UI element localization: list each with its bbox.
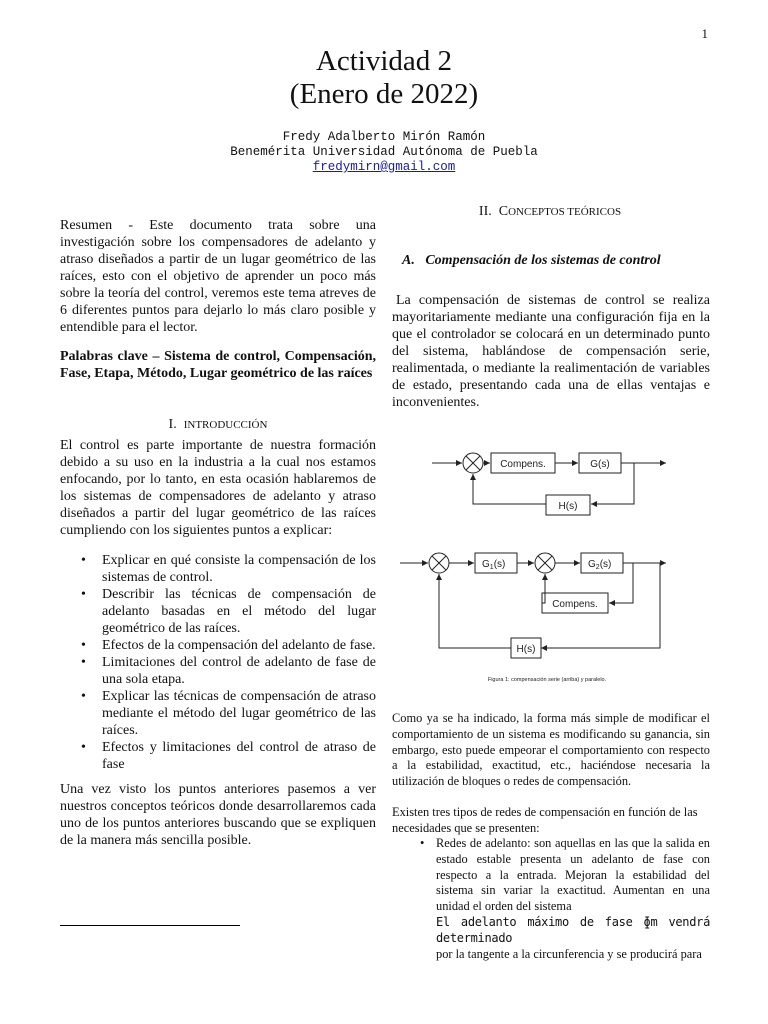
g-label: G(s) [590,459,610,470]
list-item: • Explicar en qué consiste la compensación de los sistemas de control. [60,552,376,586]
paper-title [0,45,768,111]
subsection-a-letter: A. [402,253,415,268]
lead-network-description: Redes de adelanto: son aquellas en las que la salida en estado estable presenta un adelanto de fase con respecto a la entrada. Mejoran la estabilidad del sistema sin variar la exactitud. Aumentan en una unidad el orden del sistema [436,836,710,914]
author-affiliation: Benemérita Universidad Autónoma de Puebla [230,145,538,159]
section-2-title-cap: C [498,204,509,219]
list-item: • Efectos y limitaciones del control de atraso de fase [60,739,376,773]
compens-label: Compens. [552,599,598,610]
g1-label: $G_1(s)$ [482,559,506,571]
author-name: Fredy Adalberto Mirón Ramón [282,130,486,144]
list-item: • Efectos de la compensación del adelanto de fase. [60,637,376,654]
g2-label: $G_2(s)$ [588,559,612,571]
h-label: H(s) [558,501,578,512]
keywords: Palabras clave – Sistema de control, Compensación, Fase, Etapa, Método, Lugar geométrico de las raíces [60,349,376,381]
parallel-compensation-diagram [400,553,666,658]
h-label: H(s) [516,644,536,655]
author-email-link[interactable]: fredymirn@gmail.com [312,160,456,174]
series-compensation-diagram [432,453,666,515]
section-1-title: INTRODUCCIÓN [183,419,268,431]
figure-caption: Figura 1: compensación serie (arriba) y paralelo. [487,677,607,683]
section-1-heading [60,416,376,434]
compens-label: Compens. [500,459,546,470]
lead-tangent-line: por la tangente a la circunferencia y se producirá para [436,946,702,961]
compensation-paragraph: La compensación de sistemas de control se realiza mayoritariamente mediante una configuración fija en la que el controlador se colocará en un determinado punto del sistema, hablándose de compensación serie, realimentada, o mediante la realimentación de variables de estado, presentando cada una de ellas ventajas e inconvenientes. [392,293,710,410]
subsection-a-heading [402,252,712,269]
abstract: Resumen - Este documento trata sobre una investigación sobre los compensadores de adelanto y atraso diseñados a partir de un lugar geométrico de las raíces, esto con el objetivo de aprender un poco más sobre la teoría del control, veremos este tema atreves de 6 diferentes puntos para dejarlo lo más claro posible y entendible para el lector. [60,218,376,335]
intro-paragraph: El control es parte importante de nuestra formación debido a su uso en la industria a la cual nos estamos enfocando, por lo tanto, en esta ocasión hablaremos de los sistemas de compensadores de adelanto y atraso diseñados a partir del lugar geométrico de las raíces cumpliendo con los siguientes puntos a explicar: [60,438,376,538]
block-diagram-figure [392,440,712,690]
section-2-heading [392,203,708,221]
footnote-divider [60,925,240,926]
intro-closing: Una vez visto los puntos anteriores pasemos a ver nuestros conceptos teóricos donde desarrollaremos cada uno de los puntos anteriores buscando que se expliquen de la manera más sencilla posible. [60,782,376,848]
list-item: • Explicar las técnicas de compensación de atraso mediante el método del lugar geométrico de las raíces. [60,688,376,739]
list-item [392,836,710,962]
section-1-number: I. [168,417,177,432]
gain-paragraph: Como ya se ha indicado, la forma más simple de modificar el comportamiento de un sistema es modificando su ganancia, sin embargo, esto puede empeorar el comportamiento con respecto a la estabilidad, exactitud, etc., haciéndose necesaria la utilización de bloques o redes de compensación. [392,711,710,789]
author-block [0,130,768,175]
intro-bullet-list [60,552,376,773]
subsection-a-title: Compensación de los sistemas de control [425,253,661,268]
lead-max-phase-line: El adelanto máximo de fase ɸm vendrá determinado [436,914,710,945]
section-2-number: II. [478,204,492,219]
list-item: • Limitaciones del control de adelanto de fase de una sola etapa. [60,654,376,688]
title-line-2: (Enero de 2022) [289,78,479,110]
page-number: 1 [701,26,708,41]
networks-list [392,836,710,962]
list-item: • Describir las técnicas de compensación de adelanto basadas en el método del lugar geométrico de las raíces. [60,586,376,637]
title-line-1: Actividad 2 [315,45,453,77]
networks-intro: Existen tres tipos de redes de compensación en función de las necesidades que se presenten: [392,805,698,835]
section-2-title-rest: ONCEPTOS TEÓRICOS [508,206,622,218]
